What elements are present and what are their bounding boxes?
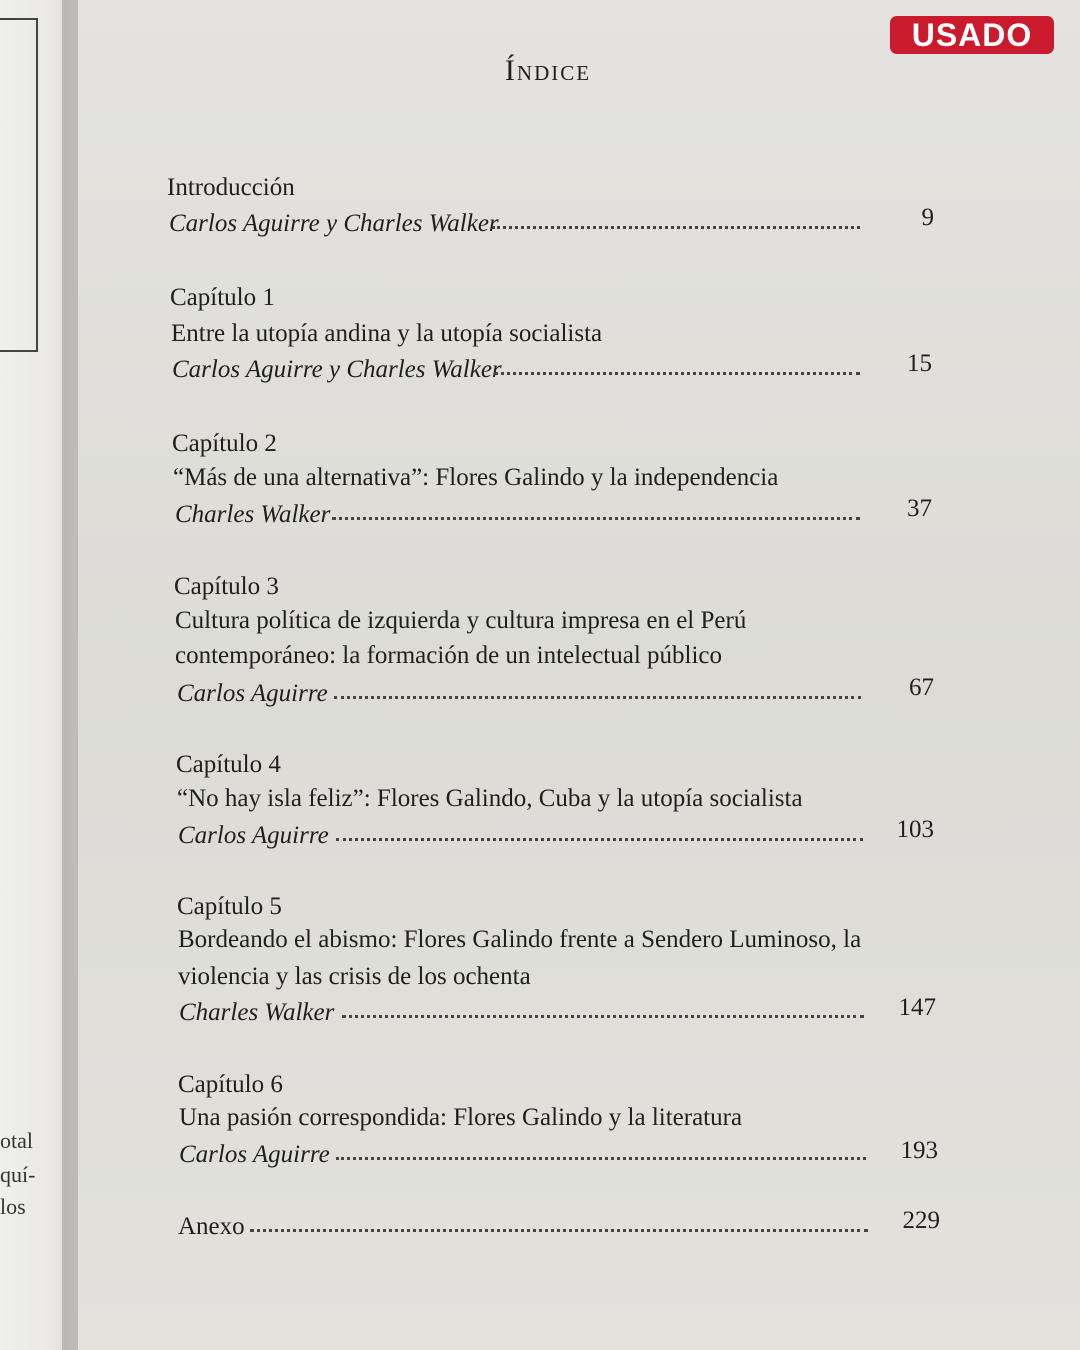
left-page-text: los — [0, 1194, 26, 1219]
toc-chapter-label: Introducción — [167, 174, 295, 201]
toc-chapter-label: Capítulo 1 — [170, 284, 275, 311]
toc-leader-dots — [494, 372, 860, 375]
toc-author: Carlos Aguirre — [178, 822, 329, 849]
toc-page-number: 37 — [907, 495, 932, 522]
toc-page-number: 15 — [907, 350, 932, 377]
toc-chapter-title: contemporáneo: la formación de un intelectual público — [175, 642, 723, 669]
toc-page-number: 193 — [900, 1137, 938, 1164]
left-page-text: quí- — [0, 1162, 36, 1187]
toc-page-number: 67 — [909, 674, 934, 701]
toc-leader-dots — [492, 226, 860, 229]
toc-leader-dots — [250, 1229, 868, 1232]
toc-leader-dots — [332, 517, 860, 520]
toc-annex-label: Anexo — [178, 1213, 245, 1240]
toc-chapter-title: Cultura política de izquierda y cultura impresa en el Perú — [175, 607, 747, 634]
toc-chapter-title: Bordeando el abismo: Flores Galindo frente a Sendero Luminoso, la — [178, 926, 862, 953]
left-page-frame — [0, 18, 38, 352]
toc-chapter-label: Capítulo 5 — [177, 893, 282, 920]
toc-chapter-title: “Más de una alternativa”: Flores Galindo y la independencia — [173, 464, 779, 491]
toc-author: Carlos Aguirre — [179, 1141, 330, 1168]
toc-author: Charles Walker — [179, 999, 335, 1026]
toc-chapter-label: Capítulo 2 — [172, 430, 277, 457]
toc-page-number: 229 — [902, 1207, 940, 1234]
toc-leader-dots — [336, 1157, 866, 1160]
toc-chapter-title: Una pasión correspondida: Flores Galindo y la literatura — [179, 1104, 743, 1131]
toc-leader-dots — [342, 1015, 864, 1018]
used-badge: USADO — [890, 16, 1054, 54]
left-page-text: otal — [0, 1128, 33, 1153]
toc-page-number: 9 — [921, 204, 934, 231]
toc-chapter-label: Capítulo 3 — [174, 573, 279, 600]
page-title: Índice — [504, 54, 592, 87]
toc-author: Carlos Aguirre — [177, 680, 328, 707]
toc-page-number: 147 — [898, 994, 936, 1021]
toc-author: Carlos Aguirre y Charles Walker — [169, 210, 499, 237]
toc-leader-dots — [336, 838, 863, 841]
toc-chapter-title: Entre la utopía andina y la utopía socialista — [171, 320, 603, 347]
toc-page-number: 103 — [896, 816, 934, 843]
toc-chapter-title: “No hay isla feliz”: Flores Galindo, Cuba y la utopía socialista — [177, 785, 803, 812]
toc-chapter-title: violencia y las crisis de los ochenta — [178, 963, 531, 990]
toc-author: Carlos Aguirre y Charles Walker — [172, 356, 502, 383]
toc-leader-dots — [334, 696, 861, 699]
toc-chapter-label: Capítulo 4 — [176, 751, 281, 778]
toc-chapter-label: Capítulo 6 — [178, 1071, 283, 1098]
toc-author: Charles Walker — [175, 501, 331, 528]
